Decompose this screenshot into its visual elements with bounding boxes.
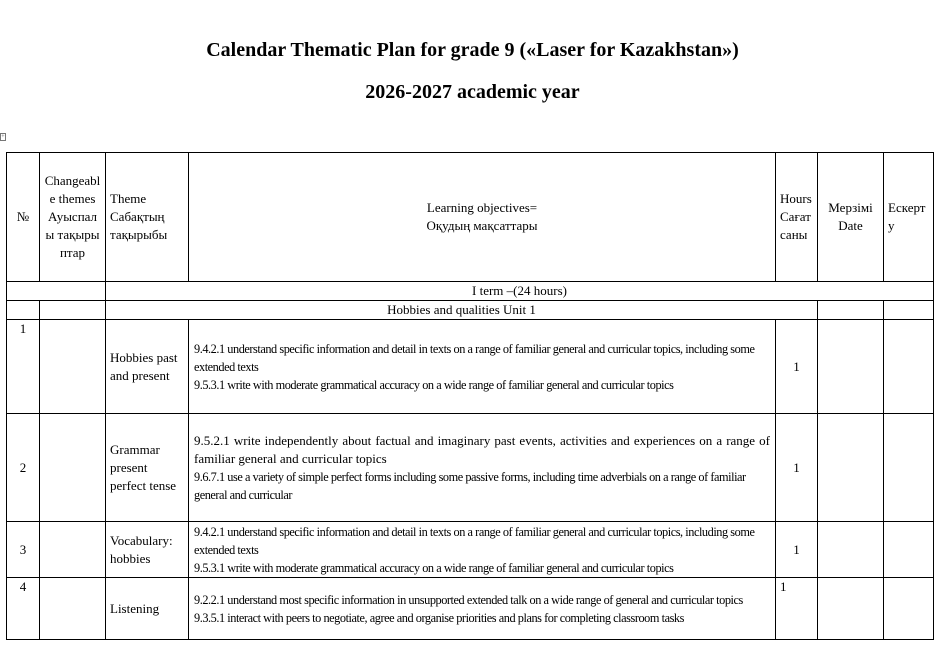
row-hours: 1	[776, 414, 818, 522]
unit-label: Hobbies and qualities Unit 1	[106, 301, 818, 320]
row-theme: Hobbies past and present	[106, 320, 189, 414]
header-theme: Theme Сабақтың тақырыбы	[106, 153, 189, 282]
objective-text: 9.2.2.1 understand most specific information in unsupported extended talk on a wide range of general and curricular topics	[194, 592, 743, 607]
objective-text: 9.3.5.1 interact with peers to negotiate, agree and organise priorities and plans for completing classroom tasks	[194, 610, 684, 625]
row-number: 3	[7, 522, 40, 578]
row-objectives	[189, 320, 776, 414]
thematic-plan-table	[6, 152, 934, 640]
header-number: №	[7, 153, 40, 282]
row-objectives	[189, 522, 776, 578]
header-learning-objectives: Learning objectives= Оқудың мақсаттары	[189, 153, 776, 282]
term-empty-cell	[7, 282, 106, 301]
table-header-row	[7, 153, 934, 282]
header-changeable-themes: Changeable themes Ауыспалы тақырыптар	[40, 153, 106, 282]
table-row	[7, 320, 934, 414]
row-theme: Vocabulary: hobbies	[106, 522, 189, 578]
row-hours: 1	[776, 320, 818, 414]
document-subtitle: 2026-2027 academic year	[365, 81, 580, 103]
row-hours: 1	[776, 578, 818, 640]
row-hours: 1	[776, 522, 818, 578]
table-row	[7, 522, 934, 578]
term-row	[7, 282, 934, 301]
row-theme: Listening	[106, 578, 189, 640]
objective-text: 9.4.2.1 understand specific information and detail in texts on a range of familiar general and curricular topics, including some extended texts	[194, 524, 755, 557]
row-objectives	[189, 578, 776, 640]
header-date: Мерзімі Date	[818, 153, 884, 282]
row-number: 4	[7, 578, 40, 640]
term-label: I term –(24 hours)	[106, 282, 934, 301]
row-number: 2	[7, 414, 40, 522]
table-row	[7, 414, 934, 522]
row-theme: Grammar present perfect tense	[106, 414, 189, 522]
row-number: 1	[7, 320, 40, 414]
unit-row	[7, 301, 934, 320]
objective-text: 9.5.3.1 write with moderate grammatical accuracy on a wide range of familiar general and curricular topics	[194, 377, 674, 392]
table-move-handle-icon[interactable]: +	[1, 134, 5, 140]
header-note: Ескерту	[884, 153, 934, 282]
objective-text: 9.4.2.1 understand specific information and detail in texts on a range of familiar general and curricular topics, including some extended texts	[194, 341, 755, 374]
header-hours: Hours Сағат саны	[776, 153, 818, 282]
table-row	[7, 578, 934, 640]
objective-text: 9.5.2.1 write independently about factual and imaginary past events, activities and experiences on a range of familiar general and curricular topics	[194, 432, 770, 466]
objective-text: 9.5.3.1 write with moderate grammatical accuracy on a wide range of familiar general and curricular topics	[194, 560, 674, 575]
objective-text: 9.6.7.1 use a variety of simple perfect forms including some passive forms, including time adverbials on a range of familiar general and curricular	[194, 469, 746, 502]
row-objectives	[189, 414, 776, 522]
document-title: Calendar Thematic Plan for grade 9 («Laser for Kazakhstan»)	[206, 39, 739, 61]
